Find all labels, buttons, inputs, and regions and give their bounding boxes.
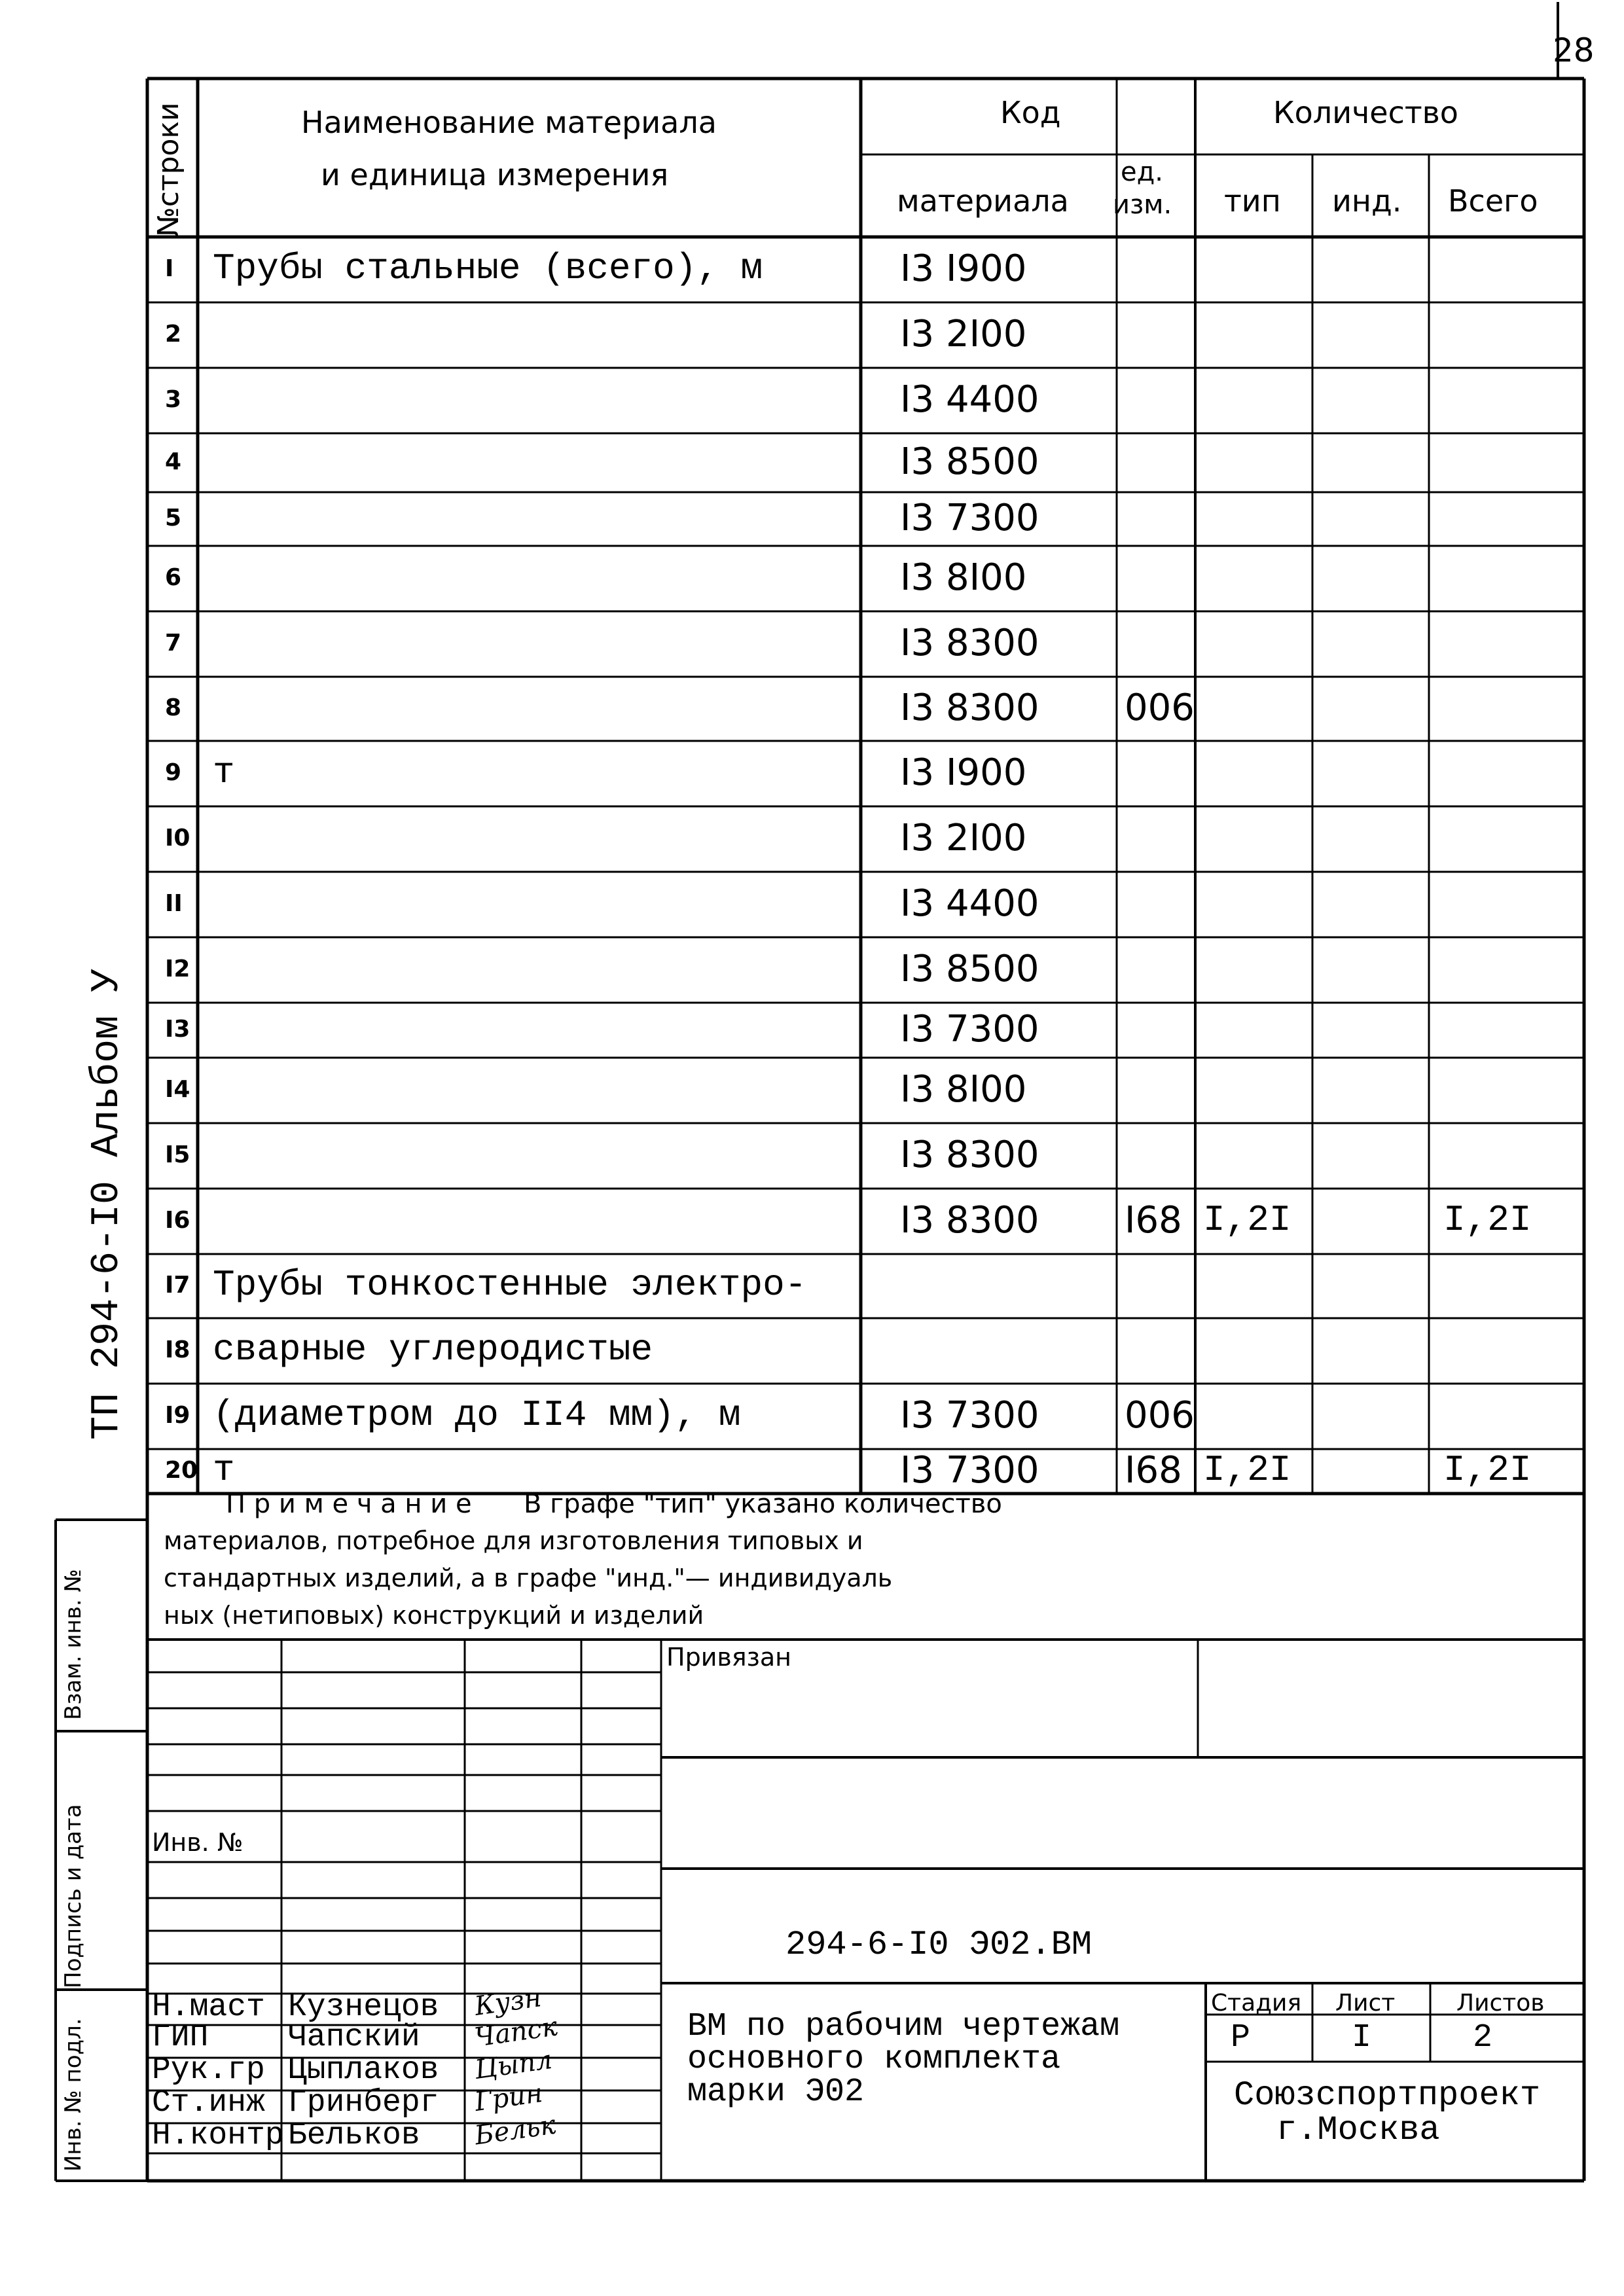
row-number: 9	[165, 759, 182, 786]
note-line2: материалов, потребное для изготовления типовых и	[164, 1526, 863, 1555]
staff-signature: Грин	[473, 2077, 545, 2118]
stamp-title-line3: марки Э02	[687, 2073, 865, 2111]
row-number: I9	[165, 1402, 190, 1429]
note-line3: стандартных изделий, а в графе "инд."— индивидуаль	[164, 1564, 893, 1592]
note-line1: В графе "тип" указано количество	[524, 1489, 1002, 1519]
row-number: I3	[165, 1016, 190, 1043]
material-name: Трубы стальные (всего), м	[213, 247, 763, 289]
material-code: I3 7300	[900, 1394, 1039, 1437]
row-number: 2	[165, 321, 182, 348]
staff-name: Цыплаков	[288, 2053, 439, 2088]
staff-role: Н.контр	[152, 2118, 284, 2153]
note-line4: ных (нетиповых) конструкций и изделий	[164, 1601, 704, 1630]
staff-role: Рук.гр	[152, 2053, 265, 2088]
staff-signature: Чапск	[473, 2011, 560, 2053]
material-code: I3 8300	[900, 687, 1039, 729]
stamp-stage-label: Стадия	[1211, 1990, 1302, 2017]
unit-code: I68	[1125, 1449, 1182, 1492]
row-number: I8	[165, 1336, 190, 1363]
staff-name: Бельков	[288, 2118, 420, 2153]
side-label-inv-podl: Инв. № подл.	[60, 2018, 86, 2172]
stamp-sheet-label: Лист	[1335, 1990, 1396, 2017]
staff-name: Чапский	[288, 2020, 420, 2055]
staff-role: Н.маст	[152, 1990, 265, 2025]
stamp-stage-value: Р	[1231, 2019, 1251, 2056]
stamp-title-line2: основного комплекта	[687, 2041, 1061, 2078]
material-code: I3 8I00	[900, 556, 1027, 599]
staff-signature: Кузн	[473, 1982, 544, 2022]
header-code: Код	[1000, 95, 1061, 130]
material-code: I3 4400	[900, 882, 1039, 925]
header-row-no: №строки	[152, 102, 185, 237]
material-code: I3 8300	[900, 1134, 1039, 1176]
row-number: 5	[165, 505, 182, 531]
row-number: I2	[165, 956, 190, 982]
header-total: Всего	[1448, 183, 1538, 219]
material-code: I3 8300	[900, 622, 1039, 664]
stamp-org-line1: Союзспортпроект	[1234, 2076, 1541, 2115]
row-number: 4	[165, 448, 182, 475]
row-number: I4	[165, 1076, 190, 1103]
material-name: т	[213, 1449, 235, 1491]
row-number: 6	[165, 564, 182, 591]
staff-signature: Цыпл	[473, 2044, 554, 2086]
staff-name: Гринберг	[288, 2085, 439, 2121]
stamp-title-line1: ВМ по рабочим чертежам	[687, 2008, 1120, 2045]
row-number: 3	[165, 386, 182, 413]
stamp-inv-no: Инв. №	[152, 1828, 244, 1857]
stamp-org-line2: г.Москва	[1276, 2111, 1440, 2149]
album-caption: ТП 294-6-I0 Альбом У	[85, 968, 130, 1440]
row-number: 8	[165, 694, 182, 721]
material-code: I3 8500	[900, 948, 1039, 990]
header-name-line2: и единица измерения	[321, 157, 669, 192]
row-number: I7	[165, 1272, 190, 1299]
row-number: I6	[165, 1207, 190, 1234]
material-name: (диаметром до II4 мм), м	[213, 1394, 741, 1436]
stamp-privyazan: Привязан	[666, 1643, 791, 1672]
row-number: I5	[165, 1141, 190, 1168]
material-code: I3 8500	[900, 440, 1039, 483]
qty-total: I,2I	[1443, 1199, 1532, 1241]
header-unit-line2: изм.	[1113, 190, 1172, 220]
row-number: 7	[165, 630, 182, 656]
header-material: материала	[897, 183, 1069, 219]
stamp-sheets-value: 2	[1473, 2019, 1493, 2056]
qty-type: I,2I	[1203, 1449, 1291, 1491]
header-name-line1: Наименование материала	[301, 105, 717, 140]
material-code: I3 2I00	[900, 817, 1027, 859]
material-code: I3 2I00	[900, 313, 1027, 355]
header-quantity: Количество	[1273, 95, 1458, 130]
material-code: I3 7300	[900, 1008, 1039, 1050]
row-number: I	[165, 255, 174, 282]
row-number: I0	[165, 825, 190, 852]
material-code: I3 4400	[900, 378, 1039, 421]
row-number: 20	[165, 1457, 198, 1484]
header-type: тип	[1224, 183, 1281, 219]
staff-signature: Бельк	[473, 2109, 558, 2151]
stamp-doc-code: 294-6-I0 Э02.ВМ	[785, 1926, 1092, 1964]
material-code: I3 I900	[900, 247, 1027, 290]
material-code: I3 7300	[900, 497, 1039, 539]
side-label-vzam: Взам. инв. №	[60, 1569, 86, 1720]
qty-type: I,2I	[1203, 1199, 1291, 1241]
note-title: П р и м е ч а н и е	[226, 1489, 472, 1519]
header-unit-line1: ед.	[1121, 157, 1163, 187]
row-number: II	[165, 890, 183, 917]
side-label-podpis: Подпись и дата	[60, 1804, 86, 1988]
stamp-sheet-value: I	[1352, 2019, 1372, 2056]
unit-code: 006	[1125, 1394, 1195, 1437]
material-code: I3 I900	[900, 751, 1027, 794]
material-code: I3 7300	[900, 1449, 1039, 1492]
material-code: I3 8I00	[900, 1068, 1027, 1111]
material-code: I3 8300	[900, 1199, 1039, 1242]
stamp-sheets-label: Листов	[1456, 1990, 1545, 2017]
material-name: Трубы тонкостенные электро-	[213, 1264, 807, 1306]
staff-role: Ст.инж	[152, 2085, 265, 2121]
staff-role: ГИП	[152, 2020, 209, 2055]
material-name: сварные углеродистые	[213, 1329, 653, 1371]
unit-code: 006	[1125, 687, 1195, 729]
unit-code: I68	[1125, 1199, 1182, 1242]
header-ind: инд.	[1332, 183, 1402, 219]
material-name: т	[213, 751, 235, 793]
qty-total: I,2I	[1443, 1449, 1532, 1491]
page-number: 28	[1553, 31, 1595, 69]
staff-name: Кузнецов	[288, 1990, 439, 2025]
